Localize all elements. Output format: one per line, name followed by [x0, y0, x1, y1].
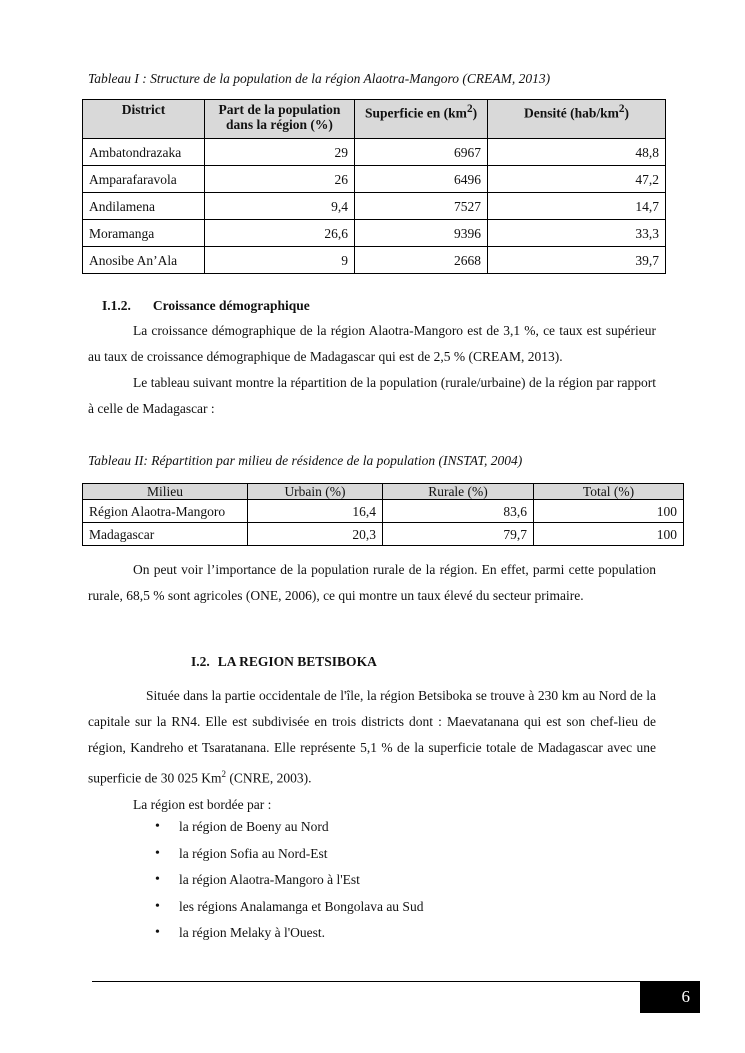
cell-share: 9 [205, 247, 355, 274]
section-number: I.1.2. [102, 298, 131, 313]
cell-area: 6967 [355, 139, 488, 166]
population-structure-table [82, 99, 666, 274]
section-title: Croissance démographique [152, 298, 310, 313]
col-header-rurale: Rurale (%) [383, 484, 534, 500]
table-header-row [83, 100, 666, 139]
cell-district: Ambatondrazaka [83, 139, 205, 166]
borders-list [155, 814, 655, 947]
list-item: • la région Sofia au Nord-Est [155, 841, 655, 868]
table-row [83, 523, 684, 546]
table-row [83, 500, 684, 523]
cell-district: Anosibe An’Ala [83, 247, 205, 274]
list-item: • la région de Boeny au Nord [155, 814, 655, 841]
cell-rurale: 79,7 [383, 523, 534, 546]
table-row [83, 139, 666, 166]
cell-density: 33,3 [488, 220, 666, 247]
col-header-total: Total (%) [534, 484, 684, 500]
cell-total: 100 [534, 523, 684, 546]
cell-urbain: 20,3 [248, 523, 383, 546]
table2-caption: Tableau II: Répartition par milieu de résidence de la population (INSTAT, 2004) [88, 453, 523, 468]
table-row [83, 220, 666, 247]
cell-area: 9396 [355, 220, 488, 247]
table-row [83, 247, 666, 274]
betsiboka-text-block [88, 683, 656, 818]
paragraph: Située dans la partie occidentale de l'île, la région Betsiboka se trouve à 230 km au Nord de la capitale sur la RN4. Elle est subdivisée en trois districts dont : Maevatanana qui est son chef-lieu de région, Kandreho et Tsaratanana. Elle représente 5,1 % de la superficie totale de Madagascar avec une superficie de 30 025 Km$^2$ (CNRE, 2003). [88, 688, 656, 786]
cell-share: 26 [205, 166, 355, 193]
col-header-density: Densité $(hab/km^2)$ [488, 100, 666, 139]
table-row [83, 166, 666, 193]
section-number: I.2. [191, 654, 210, 669]
paragraph: La croissance démographique de la région Alaotra-Mangoro est de 3,1 %, ce taux est supérieur au taux de croissance démographique de Madagascar qui est de 2,5 % (CREAM, 2013). [88, 323, 656, 364]
cell-area: 7527 [355, 193, 488, 220]
section-heading-croissance [102, 298, 310, 314]
col-header-district: District [83, 100, 205, 139]
col-header-milieu: Milieu [83, 484, 248, 500]
cell-urbain: 16,4 [248, 500, 383, 523]
col-header-area: Superficie en $(km^2)$ [355, 100, 488, 139]
cell-district: Moramanga [83, 220, 205, 247]
page-number: 6 [640, 981, 700, 1013]
footer-divider [92, 981, 640, 982]
paragraph: Le tableau suivant montre la répartition de la population (rurale/urbaine) de la région par rapport à celle de Madagascar : [88, 375, 656, 416]
col-header-urbain: Urbain (%) [248, 484, 383, 500]
cell-share: 29 [205, 139, 355, 166]
cell-area: 6496 [355, 166, 488, 193]
cell-share: 9,4 [205, 193, 355, 220]
cell-area: 2668 [355, 247, 488, 274]
table-header-row [83, 484, 684, 500]
cell-milieu: Région Alaotra-Mangoro [83, 500, 248, 523]
croissance-text-block [88, 318, 656, 422]
cell-density: 47,2 [488, 166, 666, 193]
paragraph: La région est bordée par : [133, 796, 272, 812]
list-item: • les régions Analamanga et Bongolava au Sud [155, 894, 655, 921]
cell-total: 100 [534, 500, 684, 523]
section-heading-betsiboka [191, 654, 377, 670]
cell-density: 39,7 [488, 247, 666, 274]
cell-milieu: Madagascar [83, 523, 248, 546]
cell-density: 14,7 [488, 193, 666, 220]
table1-caption: Tableau I : Structure de la population de la région Alaotra-Mangoro (CREAM, 2013) [88, 71, 551, 86]
rural-text-block [88, 557, 656, 609]
cell-rurale: 83,6 [383, 500, 534, 523]
section-title: LA REGION BETSIBOKA [217, 654, 377, 669]
col-header-population-share: Part de la population dans la région (%) [205, 100, 355, 139]
cell-share: 26,6 [205, 220, 355, 247]
list-item: • la région Melaky à l'Ouest. [155, 920, 655, 947]
residence-distribution-table [82, 483, 684, 546]
cell-district: Andilamena [83, 193, 205, 220]
table-row [83, 193, 666, 220]
paragraph: On peut voir l’importance de la population rurale de la région. En effet, parmi cette population rurale, 68,5 % sont agricoles (ONE, 2006), ce qui montre un taux élevé du secteur primaire. [88, 562, 656, 603]
list-item: • la région Alaotra-Mangoro à l'Est [155, 867, 655, 894]
cell-density: 48,8 [488, 139, 666, 166]
cell-district: Amparafaravola [83, 166, 205, 193]
